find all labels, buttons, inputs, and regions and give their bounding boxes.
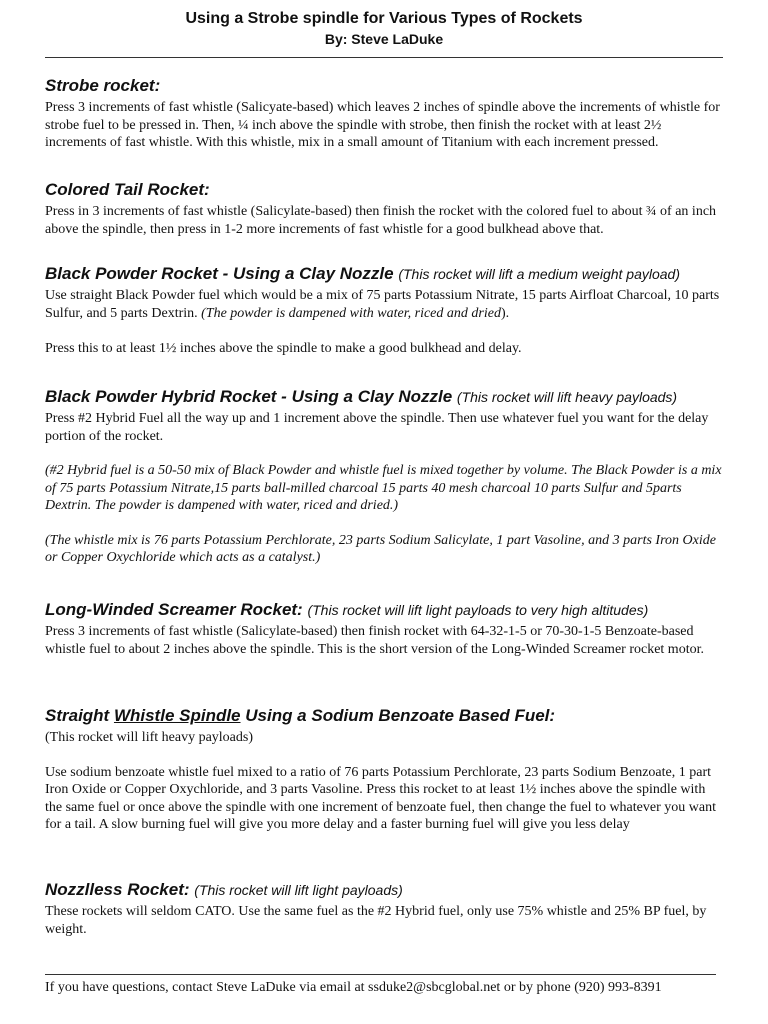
section-heading: Black Powder Hybrid Rocket - Using a Clay Nozzle [45,387,453,406]
body-italic-note: (The powder is dampened with water, riced and dried [201,305,501,321]
header-divider [45,57,723,58]
body-text: Use straight Black Powder fuel which would be a mix of 75 parts Potassium Nitrate, 15 parts Airfloat Charcoal, 10 parts Sulfur, and 5 parts Dextrin. [45,288,720,321]
payload-note: (This rocket will lift a medium weight payload) [398,266,680,282]
whistle-mix-note: (The whistle mix is 76 parts Potassium Perchlorate, 23 parts Sodium Salicylate, 1 part Vasoline, and 3 parts Iron Oxide or Copper Oxychloride which acts as a catalyst.) [45,532,716,565]
payload-note: (This rocket will lift light payloads) [194,882,403,898]
section-heading-row [45,879,725,901]
section-strobe-rocket [45,75,725,152]
contact-footer: If you have questions, contact Steve LaDuke via email at ssduke2@sbcglobal.net or by phone (920) 993-8391 [45,980,662,995]
section-nozzleless-rocket [45,879,725,938]
section-heading-row [45,599,725,621]
payload-note: (This rocket will lift heavy payloads) [45,730,253,745]
section-heading-row [45,263,725,285]
section-heading: Colored Tail Rocket: [45,180,210,199]
section-body: Press 3 increments of fast whistle (Salicylate-based) then finish rocket with 64-32-1-5 or 70-30-1-5 Benzoate-based whistle fuel to about 2 inches above the spindle. This is the short version of the Long-Winded Screamer rocket motor. [45,624,704,657]
section-body: Press in 3 increments of fast whistle (Salicylate-based) then finish the rocket with the colored fuel to about ¾ of an inch above the spindle, then press in 1-2 more increments of fast whistle for a good bulkhead above that. [45,204,717,237]
section-screamer-rocket [45,599,725,658]
footer-divider [45,974,716,975]
section-body [45,287,725,322]
heading-part: Using a Sodium Benzoate Based Fuel: [240,706,556,725]
section-heading: Long-Winded Screamer Rocket: [45,600,303,619]
section-straight-whistle-spindle [45,705,725,834]
section-body-2: Press this to at least 1½ inches above the spindle to make a good bulkhead and delay. [45,341,522,356]
section-body: These rockets will seldom CATO. Use the same fuel as the #2 Hybrid fuel, only use 75% whistle and 25% BP fuel, by weight. [45,904,707,937]
section-heading: Nozzlless Rocket: [45,880,190,899]
section-body: Press 3 increments of fast whistle (Salicyate-based) which leaves 2 inches of spindle above the increments of whistle for strobe fuel to be pressed in. Then, ¼ inch above the spindle with strobe, then finish the rocket with at least 2½ increments of fast whistle. With this whistle, mix in a small amount of Titanium with each increment pressed. [45,100,720,150]
section-hybrid-rocket [45,386,725,567]
payload-note: (This rocket will lift heavy payloads) [456,389,678,405]
section-heading: Black Powder Rocket - Using a Clay Nozzle [45,264,394,283]
section-heading-row [45,386,725,408]
author-byline: By: Steve LaDuke [324,31,444,47]
section-colored-tail-rocket [45,179,725,238]
heading-underlined-part: Whistle Spindle [113,706,241,725]
section-black-powder-rocket [45,263,725,358]
section-body: Press #2 Hybrid Fuel all the way up and 1 increment above the spindle. Then use whatever fuel you want for the delay portion of the rocket. [45,411,709,444]
body-text-tail: ). [500,305,510,321]
payload-note: (This rocket will lift light payloads to very high altitudes) [307,602,649,618]
section-body: Use sodium benzoate whistle fuel mixed to a ratio of 76 parts Potassium Perchlorate, 23 parts Sodium Benzoate, 1 part Iron Oxide or Copper Oxychloride, and 3 parts Vasoline. Press this rocket to at least 1½ inches above the spindle with the same fuel or once above the spindle with one increment of benzoate fuel, then change the fuel to whatever you want for a tail. A slow burning fuel will give you more delay and a faster burning fuel will give you less delay [45,764,716,832]
heading-part: Straight [45,706,114,725]
document-title: Using a Strobe spindle for Various Types of Rockets [185,10,583,27]
hybrid-fuel-note: (#2 Hybrid fuel is a 50-50 mix of Black Powder and whistle fuel is mixed together by volume. The Black Powder is a mix of 75 parts Potassium Nitrate,15 parts ball-milled charcoal 15 parts 40 mesh charcoal 10 parts Sulfur and 5parts Dextrin. The powder is dampened with water, riced and dried.) [45,463,722,513]
section-heading [45,705,725,727]
section-heading: Strobe rocket: [45,76,161,95]
